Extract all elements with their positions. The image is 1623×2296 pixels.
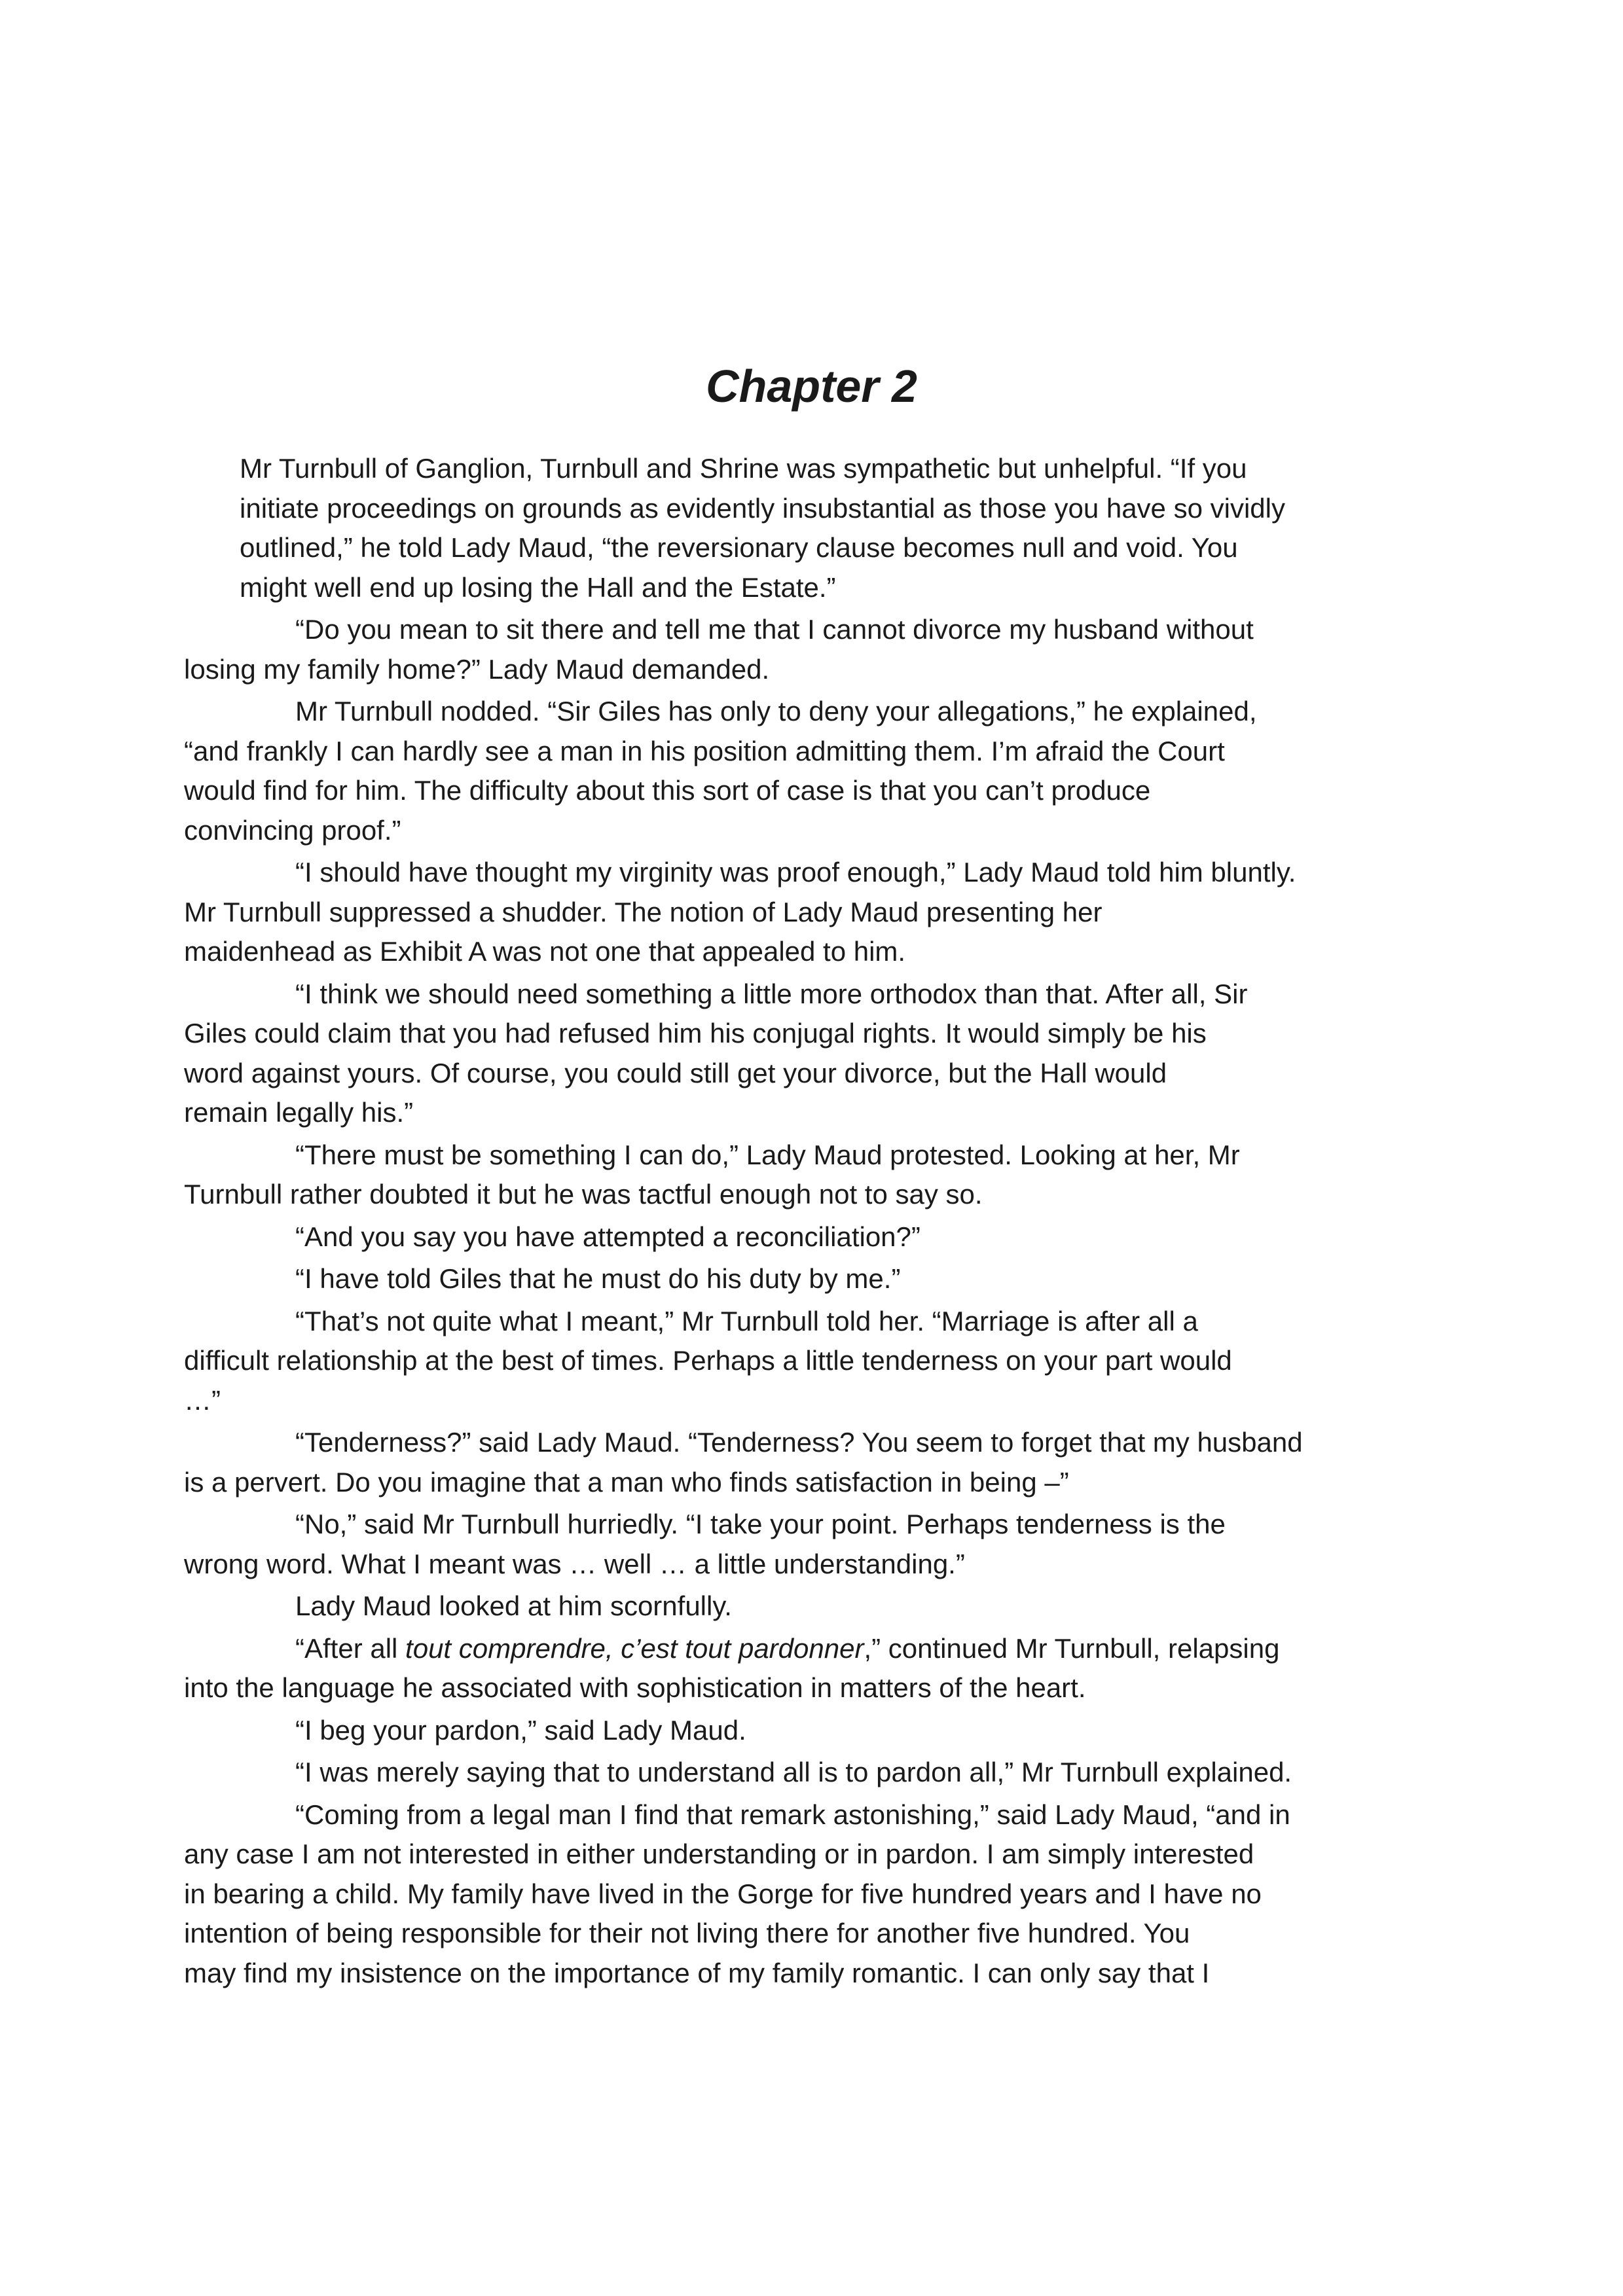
paragraph [184,975,1392,1133]
text-line: Lady Maud looked at him scornfully. [295,1590,732,1621]
paragraph [240,1217,1392,1257]
paragraph [184,1795,1392,1994]
paragraph [184,853,1392,972]
text-line: would find for him. The difficulty about this sort of case is that you can’t produce [184,775,1151,806]
text-line: Mr Turnbull of Ganglion, Turnbull and Shrine was sympathetic but unhelpful. “If you [240,453,1247,484]
paragraph [240,1753,1392,1793]
text-line: is a pervert. Do you imagine that a man who finds satisfaction in being –” [184,1466,1069,1498]
text-line: “No,” said Mr Turnbull hurriedly. “I take your point. Perhaps tenderness is the [295,1509,1226,1539]
text-segment: “After all [295,1632,406,1664]
chapter-title: Chapter 2 [706,361,917,412]
text-line: “I think we should need something a little more orthodox than that. After all, Sir [295,978,1248,1009]
text-line: “There must be something I can do,” Lady Maud protested. Looking at her, Mr [295,1139,1240,1170]
text-line: into the language he associated with sophistication in matters of the heart. [184,1672,1086,1703]
paragraph [184,610,1392,689]
text-line: any case I am not interested in either understanding or in pardon. I am simply interested [184,1839,1254,1869]
text-line: in bearing a child. My family have lived in the Gorge for five hundred years and I have no [184,1878,1262,1909]
text-line: “and frankly I can hardly see a man in his position admitting them. I’m afraid the Court [184,735,1225,766]
text-line: “I was merely saying that to understand all is to pardon all,” Mr Turnbull explained. [295,1757,1292,1787]
text-line: difficult relationship at the best of times. Perhaps a little tenderness on your part would [184,1345,1232,1376]
paragraph [184,1423,1392,1502]
text-line: Mr Turnbull suppressed a shudder. The notion of Lady Maud presenting her [184,896,1103,927]
text-line: “Coming from a legal man I find that remark astonishing,” said Lady Maud, “and in [295,1799,1290,1830]
paragraph [184,1505,1392,1584]
text-line: “I should have thought my virginity was proof enough,” Lady Maud told him bluntly. [295,857,1296,888]
text-line: may find my insistence on the importance of my family romantic. I can only say that I [184,1957,1210,1988]
paragraph [240,1711,1392,1751]
text-line: “Tenderness?” said Lady Maud. “Tenderness? You seem to forget that my husband [295,1427,1303,1458]
text-line: remain legally his.” [184,1097,414,1128]
text-line: “And you say you have attempted a reconciliation?” [295,1221,921,1252]
text-line: Turnbull rather doubted it but he was tactful enough not to say so. [184,1179,983,1210]
italic-phrase: tout comprendre, c’est tout pardonner [405,1632,864,1664]
text-line: “I beg your pardon,” said Lady Maud. [295,1714,746,1746]
text-segment: ,” continued Mr Turnbull, relapsing [864,1632,1280,1664]
text-line: word against yours. Of course, you could still get your divorce, but the Hall would [184,1057,1167,1088]
paragraph [184,1302,1392,1421]
paragraph [240,1587,1392,1626]
text-line: …” [184,1384,221,1416]
text-line: “Do you mean to sit there and tell me that I cannot divorce my husband without [295,614,1254,645]
text-line: maidenhead as Exhibit A was not one that appealed to him. [184,936,906,967]
text-line: initiate proceedings on grounds as evidently insubstantial as those you have so vividly [240,492,1285,524]
text-line: outlined,” he told Lady Maud, “the reversionary clause becomes null and void. You [240,532,1238,563]
paragraph [184,1629,1392,1708]
paragraph [184,1136,1392,1215]
paragraph [240,449,1392,607]
text-line: losing my family home?” Lady Maud demanded. [184,653,770,685]
paragraph [240,1259,1392,1299]
text-line: might well end up losing the Hall and the Estate.” [240,571,836,603]
paragraph [184,692,1392,850]
text-line: convincing proof.” [184,814,401,846]
text-line: Mr Turnbull nodded. “Sir Giles has only to deny your allegations,” he explained, [295,696,1257,726]
text-line: “I have told Giles that he must do his duty by me.” [295,1263,901,1294]
text-line [240,1629,1392,1669]
text-line: “That’s not quite what I meant,” Mr Turnbull told her. “Marriage is after all a [295,1305,1198,1336]
text-line: wrong word. What I meant was … well … a little understanding.” [184,1548,965,1579]
text-line: intention of being responsible for their not living there for another five hundred. You [184,1918,1190,1948]
body-text [184,449,1392,1996]
text-line: Giles could claim that you had refused him his conjugal rights. It would simply be his [184,1018,1207,1049]
